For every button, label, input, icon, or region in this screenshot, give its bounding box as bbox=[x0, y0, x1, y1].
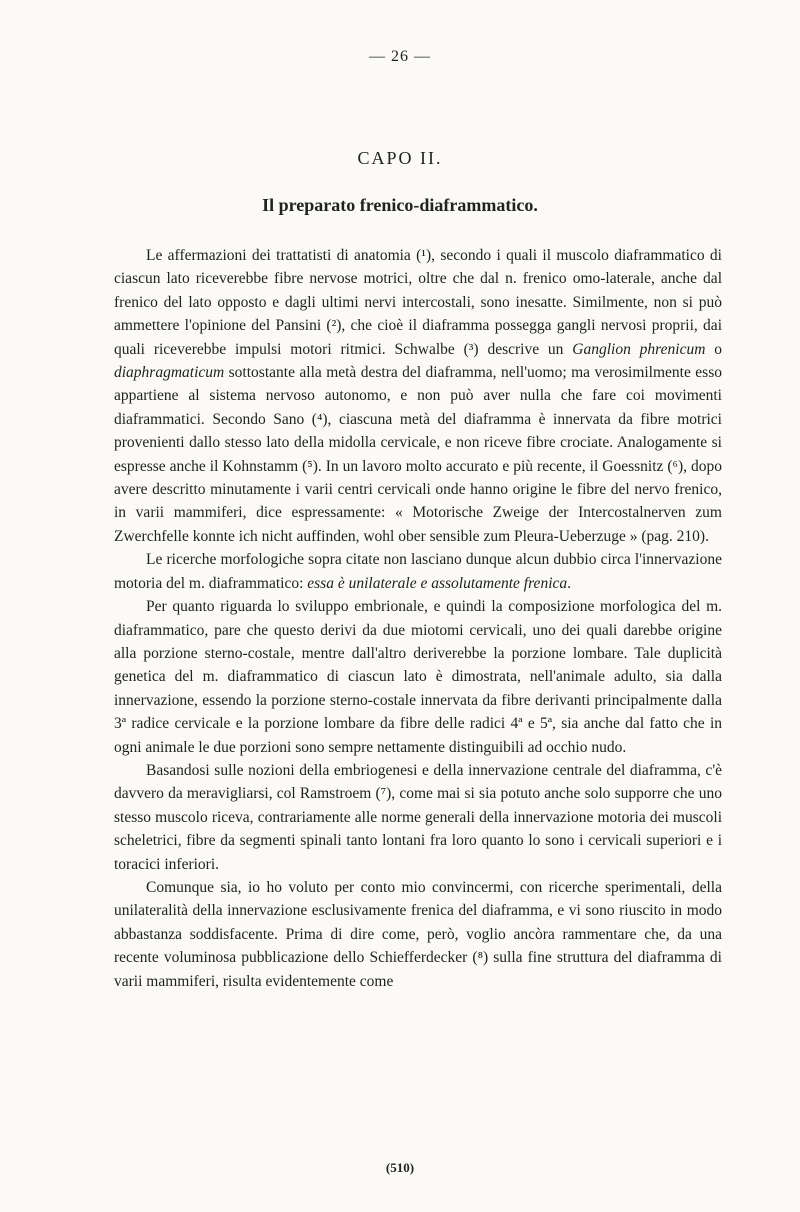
page-number: — 26 — bbox=[369, 48, 431, 65]
italic-text-run: Ganglion phrenicum bbox=[572, 340, 706, 358]
text-run: Basandosi sulle nozioni della embriogenesi e della innervazione centrale del diaframma, c'è davvero da meravigliarsi, col Ramstroem (⁷), come mai si sia potuto anche solo supporre che uno stesso muscolo riceva, contrariamente alle norme generali della innervazione motoria dei muscoli scheletrici, fibre da segmenti spinali tanto lontani fra loro quanto lo sono i cervicali superiori e i toracici inferiori. bbox=[114, 761, 722, 873]
paragraph bbox=[114, 759, 722, 876]
text-run: sottostante alla metà destra del diaframma, nell'uomo; ma verosimilmente esso appartiene al sistema nervoso autonomo, e non può aver nulla che fare coi movimenti diaframmatici. Secondo Sano (⁴), ciascuna metà del diaframma è innervata da fibre motrici provenienti dallo stesso lato della midolla cervicale, e non riceve fibre crociate. Analogamente si espresse anche il Kohnstamm (⁵). In un lavoro molto accurato e più recente, il Goessnitz (⁶), dopo avere descritto minutamente i varii centri cervicali onde hanno origine le fibre del nervo frenico, in varii mammiferi, dice espressamente: « Motorische Zweige der Intercostalnerven zum Zwerchfelle konnte ich nicht auffinden, wohl ober sensible zum Pleura-Ueberzuge » (pag. 210). bbox=[114, 364, 722, 545]
body-text bbox=[114, 244, 722, 993]
section-title: Il preparato frenico-diaframmatico. bbox=[262, 195, 538, 215]
text-run: . bbox=[567, 574, 572, 592]
text-run: o bbox=[705, 340, 722, 358]
paragraph bbox=[114, 595, 722, 759]
text-run: Le ricerche morfologiche sopra citate non lasciano dunque alcun dubbio circa l'innervazione motoria del m. diaframmatico: bbox=[114, 551, 722, 592]
paragraph bbox=[114, 548, 722, 595]
paragraph bbox=[114, 876, 722, 993]
italic-text-run: diaphragmaticum bbox=[114, 364, 225, 382]
text-run: Le affermazioni dei trattatisti di anatomia (¹), secondo i quali il muscolo diaframmatico di ciascun lato riceverebbe fibre nervose motrici, oltre che dal n. frenico omo-laterale, anche dal frenico del lato opposto e dagli ultimi nervi intercostali, sono inesatte. Similmente, non si può ammettere l'opinione del Pansini (²), che cioè il diaframma possegga gangli nervosi proprii, dai quali riceverebbe impulsi motori ritmici. Schwalbe (³) descrive un bbox=[114, 247, 722, 358]
text-run: Per quanto riguarda lo sviluppo embrionale, e quindi la composizione morfologica del m. diaframmatico, pare che questo derivi da due miotomi cervicali, uno dei quali darebbe origine alla porzione sterno-costale, mentre dall'altro deriverebbe la porzione lombare. Tale duplicità genetica del m. diaframmatico di ciascun lato è dimostrata, nell'animale adulto, sia dalla innervazione, essendo la porzione sterno-costale innervata da fibre derivanti principalmente dalla 3ª radice cervicale e la porzione lombare da fibre delle radici 4ª e 5ª, sia anche dal fatto che in ogni animale le due porzioni sono sempre nettamente distinguibili ad occhio nudo. bbox=[114, 598, 722, 756]
chapter-heading: CAPO II. bbox=[357, 148, 443, 168]
paragraph bbox=[114, 244, 722, 548]
text-run: Comunque sia, io ho voluto per conto mio convincermi, con ricerche sperimentali, della unilateralità della innervazione esclusivamente frenica del diaframma, e vi sono riuscito in modo abbastanza soddisfacente. Prima di dire come, però, voglio ancòra rammentare che, da una recente voluminosa pubblicazione dello Schiefferdecker (⁸) sulla fine struttura del diaframma di varii mammiferi, risulta evidentemente come bbox=[114, 878, 722, 990]
italic-text-run: essa è unilaterale e assolutamente frenica bbox=[307, 574, 568, 592]
footer-signature-number: (510) bbox=[385, 1160, 415, 1175]
